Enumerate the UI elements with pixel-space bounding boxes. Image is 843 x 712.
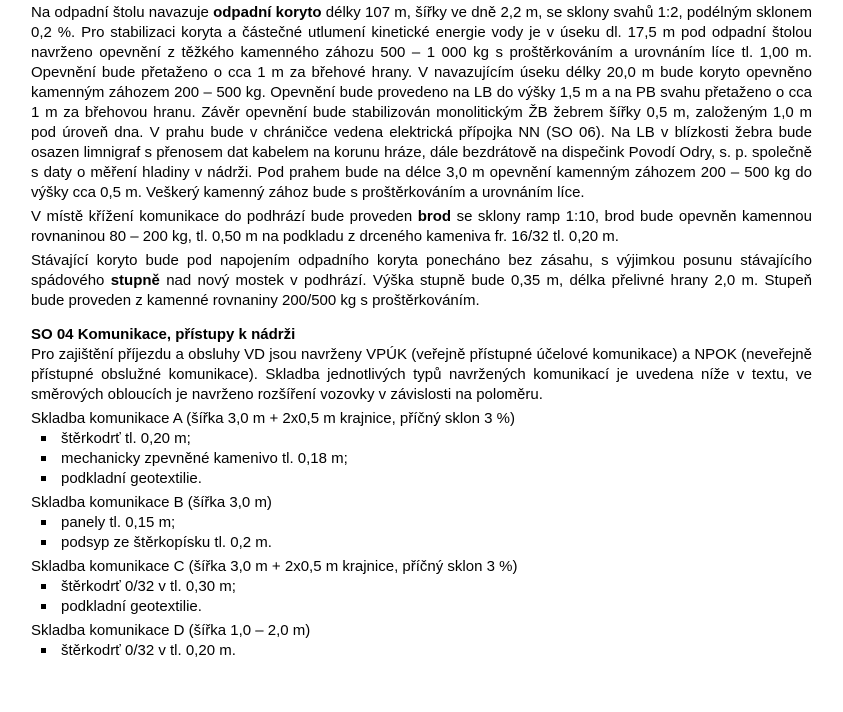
section-heading: SO 04 Komunikace, přístupy k nádrži [31,326,296,343]
list-item [31,577,812,597]
p3-text-c: nad nový mostek v podhrází. Výška stupně bude 0,35 m, délka přelivné hrany 2,0 m. Stupeň bude proveden z kamenné rovnaniny 200/500 kg s proštěrkováním. [31,272,812,309]
list-item-text: podkladní geotextilie. [61,598,202,615]
bullet-icon [41,540,46,545]
bullet-icon [41,436,46,441]
p2-text-a: V místě křížení komunikace do podhrází bude proveden [31,208,418,225]
skladba-c-list [31,577,812,617]
list-item-text: podsyp ze štěrkopísku tl. 0,2 m. [61,534,272,551]
skladba-b-title: Skladba komunikace B (šířka 3,0 m) [31,494,272,511]
paragraph-odpadni-koryto [31,0,812,203]
section-intro: Pro zajištění příjezdu a obsluhy VD jsou navrženy VPÚK (veřejně přístupné účelové komunikace) a NPOK (neveřejně přístupné obslužné komunikace). Skladba jednotlivých typů navržených komunikací je uvedena níže v textu, ve směrových obloucích je navrženo rozšíření vozovky v závislosti na poloměru. [31,346,812,403]
bullet-icon [41,648,46,653]
list-item-text: štěrkodrť 0/32 v tl. 0,30 m; [61,578,236,595]
paragraph-brod [31,207,812,247]
bullet-icon [41,456,46,461]
p2-bold-term: brod [417,208,452,225]
skladba-b-list [31,513,812,553]
list-item [31,469,812,489]
list-item-text: štěrkodrť 0/32 v tl. 0,20 m. [61,642,236,659]
p3-bold-term: stupně [110,272,160,289]
bullet-icon [41,604,46,609]
paragraph-stupen [31,251,812,311]
p3-text-a: Stávající koryto bude pod napojením odpadního koryta ponecháno bez zásahu, s výjimkou posunu stávajícího spádového [31,252,812,289]
p1-bold-term: odpadní koryto [213,4,322,21]
p1-text-a: Na odpadní štolu navazuje [31,4,214,21]
list-item [31,429,812,449]
skladba-d-title: Skladba komunikace D (šířka 1,0 – 2,0 m) [31,622,311,639]
bullet-icon [41,584,46,589]
list-item [31,513,812,533]
list-item [31,641,812,661]
bullet-icon [41,476,46,481]
list-item [31,449,812,469]
skladba-c-title: Skladba komunikace C (šířka 3,0 m + 2x0,5 m krajnice, příčný sklon 3 %) [31,558,518,575]
p1-text-c: délky 107 m, šířky ve dně 2,2 m, se sklony svahů 1:2, podélným sklonem 0,2 %. Pro stabilizaci koryta a částečné utlumení kinetické energie vody je v úseku dl. 17,5 m pod odpadní štolou navrženo opevnění z těžkého kamenného záhozu 500 – 1 000 kg s proštěrkováním a urovnáním líce tl. 1,00 m. Opevnění bude přetaženo o cca 1 m za břehové hrany. V navazujícím úseku délky 20,0 m bude koryto opevněno kamenným záhozem 200 – 500 kg. Opevnění bude provedeno na LB do výšky 1,5 m a na PB svahu přetaženo o cca 1 m za břehovou hranu. Závěr opevnění bude stabilizován monolitickým ŽB žebrem šířky 0,5 m, založeným 1,0 m pod úroveň dna. V prahu bude v chráničce vedena elektrická přípojka NN (SO 06). Na LB v blízkosti žebra bude osazen limnigraf s přenosem dat kabelem na korunu hráze, dále bezdrátově na dispečink Povodí Odry, s. p. společně s daty o měření hladiny v nádrži. Pod prahem bude na délce 3,0 m opevnění kamenným záhozem 200 – 500 kg do výšky cca 0,5 m. Veškerý kamenný zához bude s proštěrkováním a urovnáním líce. [31,4,812,201]
p2-text-c: se sklony ramp 1:10, brod bude opevněn kamennou rovnaninou 80 – 200 kg, tl. 0,50 m na podkladu z drceného kameniva fr. 16/32 tl. 0,20 m. [31,208,812,245]
list-item-text: panely tl. 0,15 m; [61,514,176,531]
list-item-text: štěrkodrť tl. 0,20 m; [61,430,191,447]
list-item-text: podkladní geotextilie. [61,470,202,487]
skladba-a-list [31,429,812,489]
skladba-a-title: Skladba komunikace A (šířka 3,0 m + 2x0,5 m krajnice, příčný sklon 3 %) [31,410,515,427]
bullet-icon [41,520,46,525]
list-item [31,597,812,617]
list-item-text: mechanicky zpevněné kamenivo tl. 0,18 m; [61,450,348,467]
list-item [31,533,812,553]
skladba-d-list [31,641,812,661]
